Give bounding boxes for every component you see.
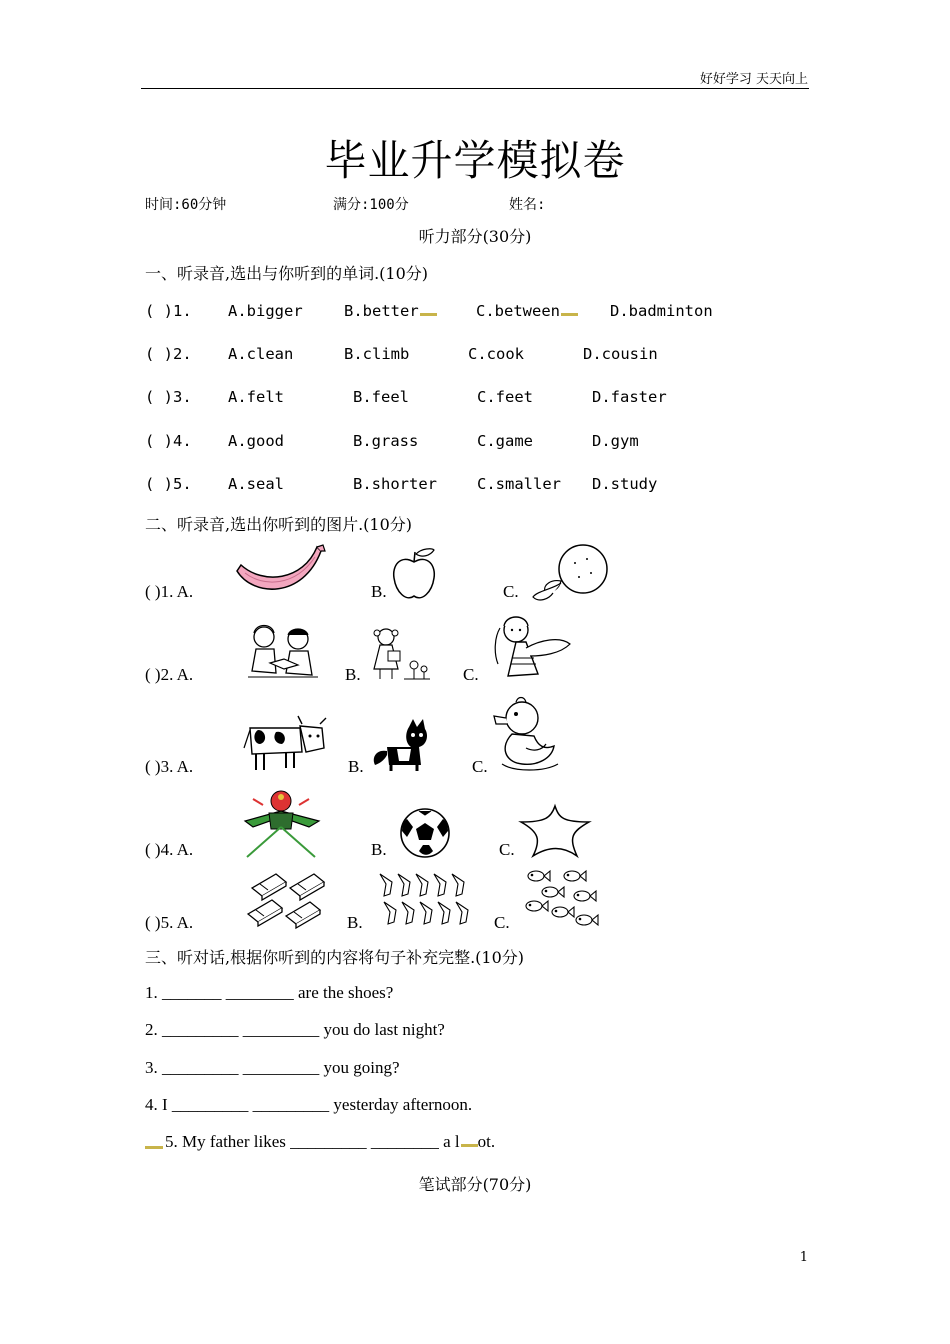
section2-q1-label: ( )1. A. [145, 582, 194, 601]
section2-q2-c: C. [463, 665, 479, 684]
apple-icon [390, 546, 438, 602]
banana-icon [233, 545, 325, 601]
children-reading-icon [246, 623, 322, 681]
section2-q1-b: B. [371, 582, 387, 601]
section3-line2: 2. _________ _________ you do last night? [145, 1020, 445, 1039]
section3-line1: 1. _______ ________ are the shoes? [145, 983, 394, 1002]
cow-icon [244, 714, 328, 772]
name-field-label: 姓名: [509, 197, 546, 213]
orange-icon [531, 545, 611, 603]
page-title: 毕业升学模拟卷 [324, 136, 626, 185]
section2-heading: 二、听录音,选出你听到的图片.(10分) [145, 515, 413, 534]
section2-q1-c: C. [503, 582, 519, 601]
star-icon [519, 804, 591, 858]
highlight-mark [461, 1144, 478, 1147]
highlight-mark [145, 1146, 163, 1149]
highlight-mark [420, 313, 437, 316]
section2-q4-label: ( )4. A. [145, 840, 194, 859]
section3-line4: 4. I _________ _________ yesterday afternoon. [145, 1095, 473, 1114]
erasers-icon [246, 868, 330, 932]
football-icon [399, 807, 451, 859]
section2-q4-b: B. [371, 840, 387, 859]
section2-q5-b: B. [347, 913, 363, 932]
birds-icon [376, 870, 468, 930]
score-info: 满分:100分 [333, 197, 409, 213]
header-motto: 好好学习 天天向上 [699, 72, 808, 87]
section3-heading: 三、听对话,根据你听到的内容将句子补充完整.(10分) [145, 948, 525, 967]
section2-q4-c: C. [499, 840, 515, 859]
section2-q5-c: C. [494, 913, 510, 932]
section2-q3-label: ( )3. A. [145, 757, 194, 776]
section2-q3-b: B. [348, 757, 364, 776]
section2-q5-label: ( )5. A. [145, 913, 194, 932]
girl-icon [494, 614, 574, 682]
fish-icon [524, 866, 598, 928]
listening-title: 听力部分(30分) [418, 227, 532, 246]
header-rule [141, 88, 809, 89]
section1-heading: 一、听录音,选出与你听到的单词.(10分) [145, 264, 429, 283]
writing-title: 笔试部分(70分) [418, 1175, 532, 1194]
section2-q2-label: ( )2. A. [145, 665, 194, 684]
section2-q2-b: B. [345, 665, 361, 684]
section2-q3-c: C. [472, 757, 488, 776]
highlight-mark [561, 313, 578, 316]
section3-line5: 5. My father likes _________ ________ a l ot. [165, 1132, 496, 1151]
section3-line3: 3. _________ _________ you going? [145, 1058, 400, 1077]
duck-icon [494, 696, 560, 772]
kite-icon [243, 787, 321, 859]
girl-with-flowers-icon [368, 625, 432, 681]
fox-icon [371, 719, 435, 771]
page-number: 1 [799, 1250, 808, 1265]
time-info: 时间:60分钟 [145, 197, 227, 213]
